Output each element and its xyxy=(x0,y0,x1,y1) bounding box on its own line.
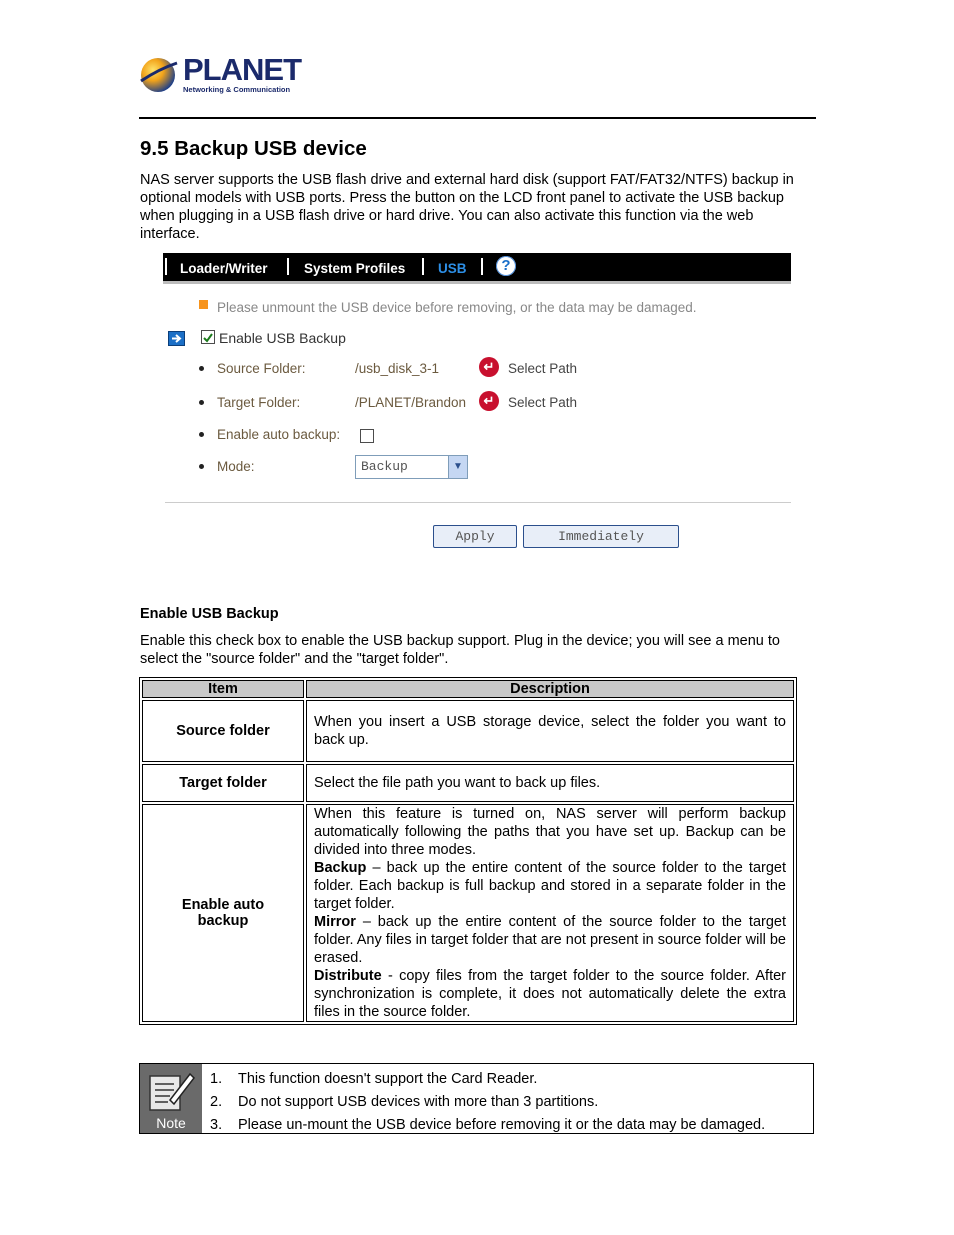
planet-logo-globe-icon xyxy=(139,55,179,95)
apply-button[interactable]: Apply xyxy=(433,525,517,548)
mode-backup-text: – back up the entire content of the source folder to the target folder. Each backup is full backup and stored in a separate folder in the target folder. xyxy=(314,860,786,912)
target-select-path-button[interactable]: Select Path xyxy=(508,395,578,410)
warning-message: Please unmount the USB device before removing, or the data may be damaged. xyxy=(217,300,697,315)
bullet xyxy=(199,464,204,469)
enable-usb-backup-checkbox[interactable] xyxy=(201,330,215,344)
source-folder-value: /usb_disk_3-1 xyxy=(355,361,440,376)
enable-usb-backup-heading: Enable USB Backup xyxy=(140,606,279,622)
select-path-icon[interactable]: ↵ xyxy=(479,357,499,377)
panel-divider xyxy=(165,502,791,503)
table-row xyxy=(142,700,794,762)
notepad-pen-icon xyxy=(140,1066,202,1116)
checkmark-icon xyxy=(202,332,214,344)
auto-backup-checkbox[interactable] xyxy=(360,429,374,443)
enable-usb-backup-text: Enable this check box to enable the USB backup support. Plug in the device; you will see a menu to select the "source folder" and the "target folder". xyxy=(140,633,780,667)
header-divider xyxy=(139,117,816,119)
list-item: 3. Please un-mount the USB device before removing it or the data may be damaged. xyxy=(210,1117,766,1133)
mode-mirror-text: – back up the entire content of the source folder to the target folder. Any files in target folder that are not present in source folder will be erased. xyxy=(314,914,786,966)
select-path-icon[interactable]: ↵ xyxy=(479,391,499,411)
tab-loader-writer[interactable]: Loader/Writer xyxy=(180,261,268,276)
target-folder-label: Target Folder: xyxy=(217,395,301,410)
note-label: Note xyxy=(156,1115,186,1131)
target-folder-value: /PLANET/Brandon xyxy=(355,395,467,410)
help-icon[interactable]: ? xyxy=(496,256,516,276)
mode-select-value: Backup xyxy=(361,459,408,474)
tab-system-profiles[interactable]: System Profiles xyxy=(304,261,406,276)
warning-icon xyxy=(199,300,208,309)
tab-usb[interactable]: USB xyxy=(438,261,467,276)
table-row xyxy=(142,764,794,802)
table-cell-item: Enable auto backup xyxy=(142,804,304,1022)
table-header-item: Item xyxy=(142,680,304,698)
mode-select[interactable] xyxy=(355,455,468,479)
table-header-description: Description xyxy=(306,680,794,698)
enable-usb-backup-label: Enable USB Backup xyxy=(219,330,346,346)
note-list xyxy=(210,1068,765,1137)
logo-tagline: Networking & Communication xyxy=(183,85,291,94)
table-row xyxy=(142,804,794,1022)
table-cell-item: Source folder xyxy=(142,700,304,762)
mode-distribute-text: - copy files from the target folder to the source folder. After synchronization is complete, it does not automatically delete the extra files in the source folder. xyxy=(314,968,786,1020)
tab-separator xyxy=(481,258,483,275)
table-cell-description: Select the file path you want to back up files. xyxy=(306,764,794,802)
bullet xyxy=(199,400,204,405)
list-item: 2. Do not support USB devices with more than 3 partitions. xyxy=(210,1094,599,1110)
tab-separator xyxy=(422,258,424,275)
source-select-path-button[interactable]: Select Path xyxy=(508,361,578,376)
arrow-right-icon xyxy=(168,331,185,346)
tab-bar xyxy=(163,253,791,284)
source-folder-label: Source Folder: xyxy=(217,361,306,376)
description-table xyxy=(139,677,797,1025)
mode-backup-name: Backup xyxy=(314,860,367,876)
section-title: 9.5 Backup USB device xyxy=(140,137,367,160)
auto-backup-intro: When this feature is turned on, NAS server will perform backup automatically following the paths that you have set up. Backup can be divided into three modes. xyxy=(314,806,786,858)
note-icon xyxy=(140,1064,202,1133)
list-item: 1. This function doesn't support the Card Reader. xyxy=(210,1071,538,1087)
mode-label: Mode: xyxy=(217,459,255,474)
tab-separator xyxy=(165,258,167,275)
chevron-down-icon[interactable]: ▼ xyxy=(448,456,467,478)
immediately-button[interactable]: Immediately xyxy=(523,525,679,548)
tab-separator xyxy=(287,258,289,275)
table-cell-description xyxy=(306,804,794,1022)
note-box xyxy=(139,1063,814,1134)
logo-brand: PLANET xyxy=(183,52,301,87)
bullet xyxy=(199,366,204,371)
table-cell-item: Target folder xyxy=(142,764,304,802)
bullet xyxy=(199,432,204,437)
table-cell-description: When you insert a USB storage device, select the folder you want to back up. xyxy=(306,700,794,762)
auto-backup-label: Enable auto backup: xyxy=(217,427,341,442)
mode-mirror-name: Mirror xyxy=(314,914,356,930)
intro-paragraph: NAS server supports the USB flash drive and external hard disk (support FAT/FAT32/NTFS) backup in optional models with USB ports. Press the button on the LCD front panel to activate the USB backup when plugging in a USB flash drive or hard drive. You can also activate this function via the web interface. xyxy=(140,172,794,242)
mode-distribute-name: Distribute xyxy=(314,968,382,984)
